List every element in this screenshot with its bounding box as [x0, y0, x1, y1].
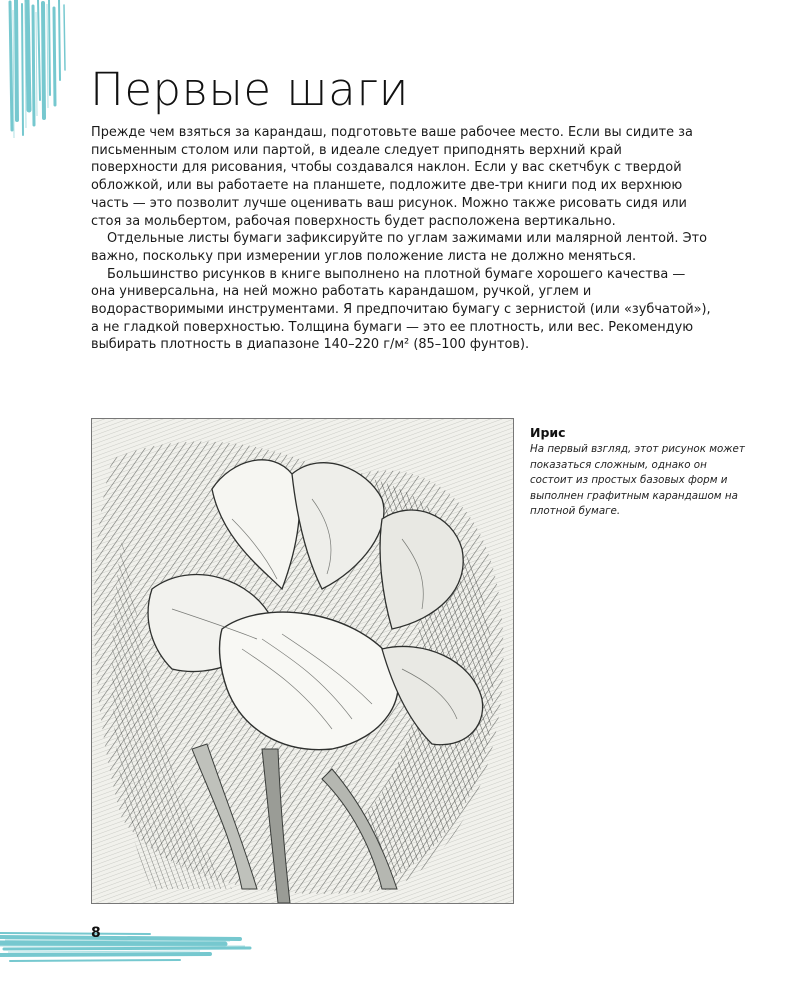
page-number: 8	[91, 925, 101, 941]
brush-stroke-top-decoration	[0, 0, 84, 140]
caption-title: Ирис	[530, 425, 566, 440]
figure-caption	[530, 425, 745, 520]
paragraph: Большинство рисунков в книге выполнено на плотной бумаге хорошего качества — она универсальна, на ней можно работать карандашом, ручкой, углем и водорастворимыми инструментами. Я предпочитаю бумагу с зернистой (или «зубчатой»), а не гладкой поверхностью. Толщина бумаги — это ее плотность, или вес. Рекомендую выбирать плотность в диапазоне 140–220 г/м² (85–100 фунтов).	[91, 266, 711, 353]
paragraph: Прежде чем взяться за карандаш, подготовьте ваше рабочее место. Если вы сидите за письменным столом или партой, в идеале следует приподнять верхний край поверхности для рисования, чтобы создавался наклон. Если у вас скетчбук с твердой обложкой, или вы работаете на планшете, подложите две-три книги под их верхнюю часть — это позволит лучше оценивать ваш рисунок. Можно также рисовать сидя или стоя за мольбертом, рабочая поверхность будет расположена вертикально.	[91, 125, 693, 229]
body-text	[91, 124, 711, 354]
caption-text: На первый взгляд, этот рисунок может показаться сложным, однако он состоит из простых базовых форм и выполнен графитным карандашом на плотной бумаге.	[530, 443, 745, 518]
iris-drawing-frame	[91, 418, 514, 904]
brush-stroke-bottom-decoration	[0, 915, 260, 975]
iris-drawing-illustration	[92, 419, 513, 903]
page-title: Первые шаги	[90, 63, 409, 116]
paragraph: Отдельные листы бумаги зафиксируйте по углам зажимами или малярной лентой. Это важно, поскольку при измерении углов положение листа не должно меняться.	[91, 231, 708, 264]
